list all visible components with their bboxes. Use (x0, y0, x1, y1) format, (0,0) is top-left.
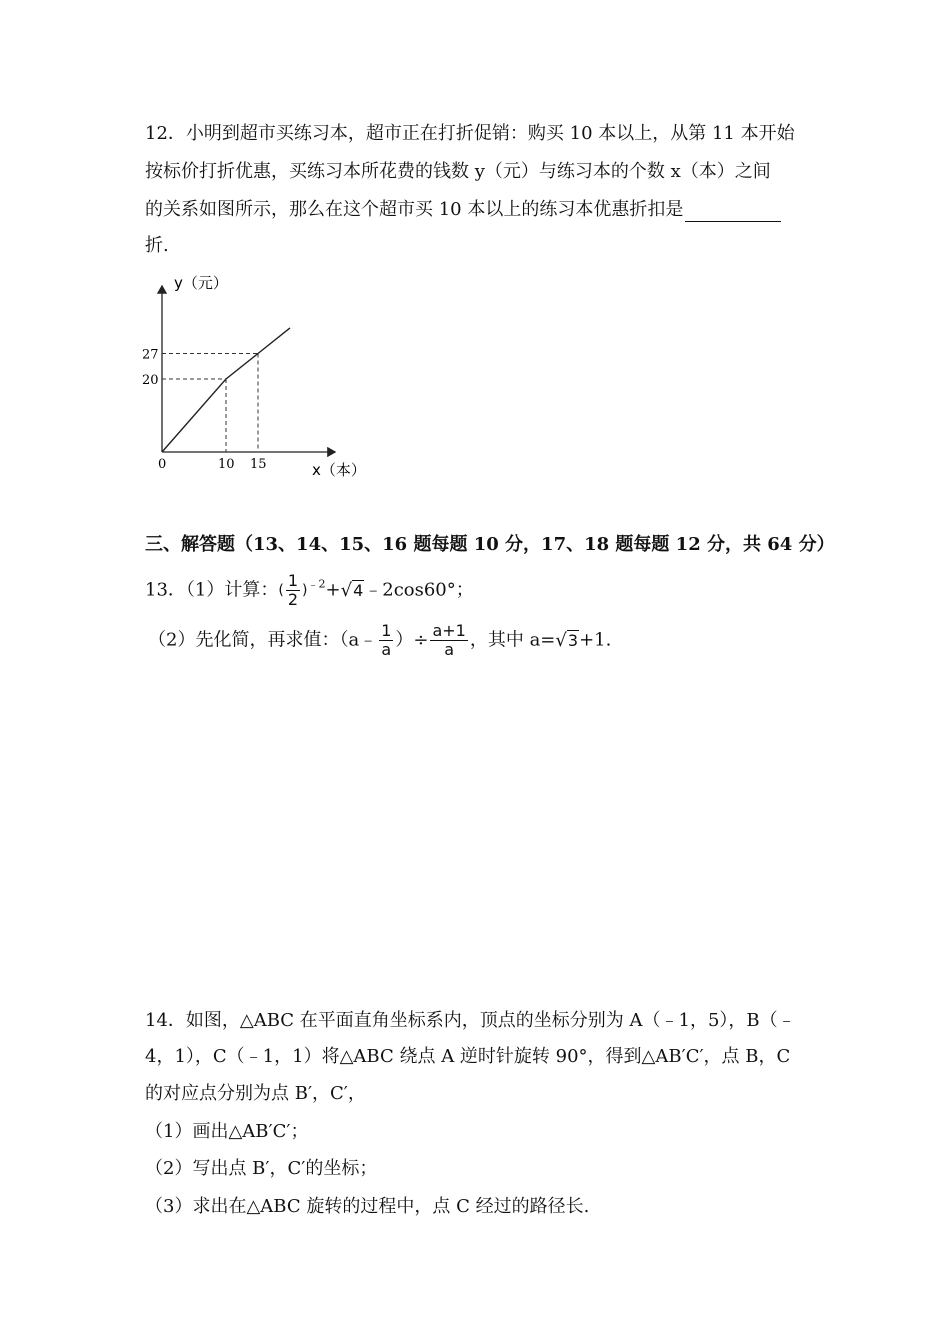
y-tick-27: 27 (142, 347, 159, 363)
q13-part1-suffix: ﹣2cos60°； (364, 579, 474, 601)
q14-line-1: 14．如图，△ABC 在平面直角坐标系内，顶点的坐标分别为 A（﹣1，5），B（﹣ (145, 1010, 796, 1031)
x-tick-10: 10 (218, 457, 235, 472)
q12-graph (140, 270, 380, 485)
q14-line-2: 4，1），C（﹣1，1）将△ABC 绕点 A 逆时针旋转 90°，得到△AB′C′，点 B，C (145, 1046, 791, 1067)
q13-part-2: （2）先化简，再求值：（a﹣ $\frac{1}{a}$ ）÷ $\frac{a+1}{a}$ ，其中 a=√3+1. (148, 621, 612, 659)
fraction-1-over-a: $\frac{1}{a}$ (381, 621, 392, 659)
x-tick-15: 15 (250, 457, 267, 472)
q13-part-1: 13．（1）计算：( $\frac{1}{2}$ )$^{﹣2}$+√4﹣2cos60°； (145, 571, 474, 609)
fraction-one-half: $\frac{1}{2}$ (287, 571, 299, 609)
q12-line-1: 12．小明到超市买练习本，超市正在打折促销：购买 10 本以上，从第 11 本开始 (145, 123, 795, 144)
q12-line-2: 按标价打折优惠，买练习本所花费的钱数 y（元）与练习本的个数 x（本）之间 (145, 161, 771, 182)
dashed-guides (162, 353, 258, 452)
x-axis-label: x（本） (312, 461, 366, 479)
q12-line-3-text: 的关系如图所示，那么在这个超市买 10 本以上的练习本优惠折扣是 (145, 199, 684, 220)
origin-label: 0 (158, 457, 167, 472)
exponent: ﹣2 (307, 577, 326, 591)
y-tick-20: 20 (142, 373, 159, 388)
fraction-a-plus-1-over-a: $\frac{a+1}{a}$ (432, 621, 466, 659)
q13-part1-prefix: 13．（1）计算： (145, 579, 279, 601)
q14-line-5: （2）写出点 B′，C′的坐标； (145, 1158, 378, 1179)
sqrt-4: √4 (340, 579, 364, 601)
section-3-heading: 三、解答题（13、14、15、16 题每题 10 分，17、18 题每题 12 分，共 64 分） (145, 534, 835, 555)
y-axis-label: y（元） (174, 274, 228, 292)
q12-line-3 (145, 198, 781, 222)
q12-line-4: 折. (145, 235, 169, 256)
answer-blank[interactable] (685, 201, 781, 222)
q14-line-4: （1）画出△AB′C′； (145, 1121, 309, 1142)
q14-line-6: （3）求出在△ABC 旋转的过程中，点 C 经过的路径长. (145, 1196, 590, 1217)
q14-line-3: 的对应点分别为点 B′，C′， (145, 1083, 366, 1104)
sqrt-3: √3 (555, 629, 579, 651)
